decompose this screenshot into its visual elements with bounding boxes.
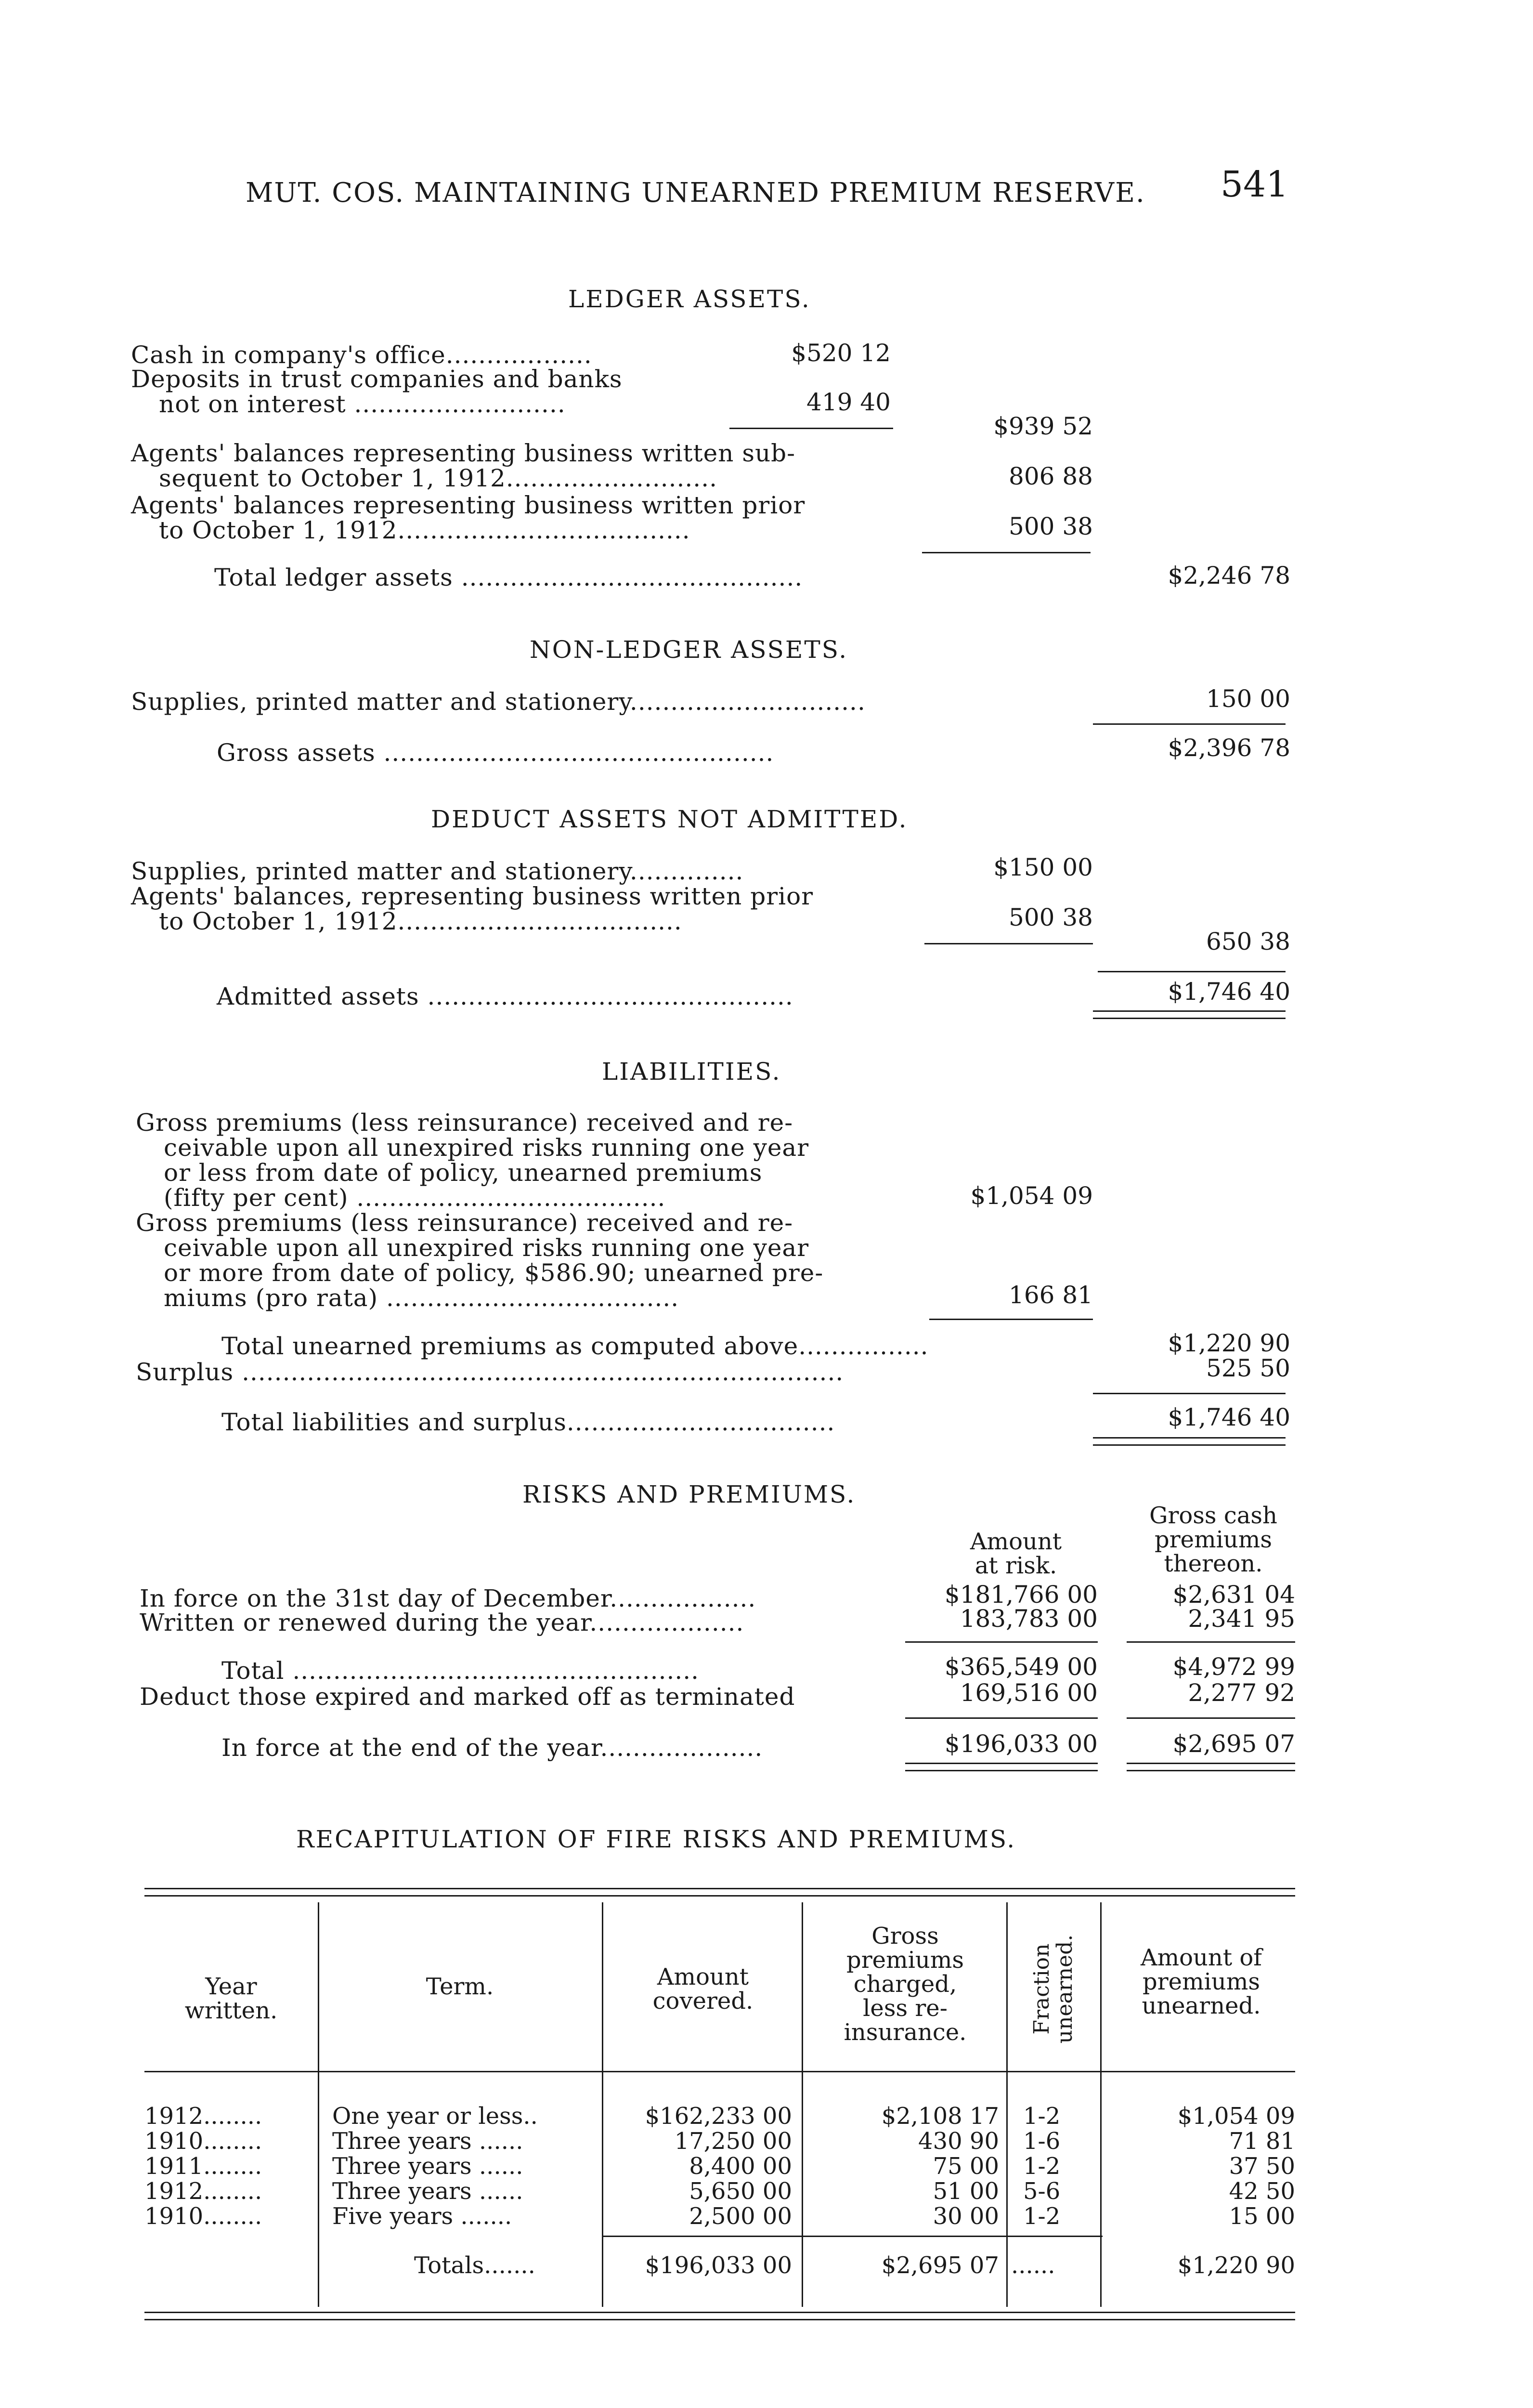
recap-totals-gross: $2,695 07: [881, 2252, 999, 2279]
total-unearned-value: $1,220 90: [1168, 1329, 1290, 1357]
recap-cell-year: 1912........: [144, 2103, 262, 2130]
recap-cell-term: Three years ......: [332, 2153, 523, 2180]
gp1-value: $1,054 09: [970, 1182, 1093, 1210]
deduct-supplies-label: Supplies, printed matter and stationery..............: [131, 857, 744, 885]
recap-totals-fraction: ......: [1011, 2252, 1055, 2279]
rule: [1093, 1393, 1286, 1394]
ledger-agents-sub-value: 806 88: [1009, 462, 1093, 490]
risks-row-label: In force on the 31st day of December..................: [140, 1584, 756, 1612]
section-title-risks: RISKS AND PREMIUMS.: [522, 1480, 856, 1508]
column-divider: [802, 1902, 803, 2307]
rule: [922, 552, 1091, 553]
risks-row-gross: $2,695 07: [1172, 1730, 1295, 1758]
recap-header-gross: Gross premiums charged, less re- insurance.: [844, 1923, 967, 2046]
column-divider: [1006, 1902, 1008, 2307]
ledger-agents-prior-2: to October 1, 1912....................................: [159, 516, 690, 544]
deduct-agents-1: Agents' balances, representing business written prior: [131, 882, 814, 910]
recap-cell-gross: 51 00: [933, 2178, 999, 2205]
recap-cell-amount: 2,500 00: [689, 2203, 792, 2230]
ledger-agents-prior-value: 500 38: [1009, 512, 1093, 540]
column-divider: [318, 1902, 319, 2307]
deduct-supplies-value: $150 00: [993, 853, 1093, 881]
recap-totals-label: Totals.......: [414, 2252, 535, 2279]
ledger-agents-prior-1: Agents' balances representing business written prior: [131, 491, 805, 519]
page-number: 541: [1221, 164, 1289, 205]
ledger-cash-value: $520 12: [791, 339, 891, 367]
gp1-line-4: (fifty per cent) ......................................: [164, 1184, 666, 1212]
gp1-line-3: or less from date of policy, unearned premiums: [164, 1159, 763, 1187]
risks-row-label: Deduct those expired and marked off as terminated: [140, 1683, 795, 1711]
double-rule: [1093, 1437, 1286, 1446]
ledger-agents-sub-2: sequent to October 1, 1912..........................: [159, 464, 717, 492]
total-unearned-label: Total unearned premiums as computed above................: [221, 1332, 929, 1360]
section-title-ledger: LEDGER ASSETS.: [568, 285, 811, 313]
recap-cell-gross: 430 90: [918, 2128, 999, 2155]
ledger-deposits-label-2: not on interest ..........................: [159, 390, 566, 418]
gp2-line-4: miums (pro rata) ....................................: [164, 1284, 679, 1312]
recap-cell-fraction: 1-2: [1023, 2103, 1061, 2130]
risks-row-gross: $4,972 99: [1172, 1653, 1295, 1681]
recap-header-amount: Amount covered.: [652, 1963, 754, 2015]
recap-cell-amount: 5,650 00: [689, 2178, 792, 2205]
recap-cell-term: Five years .......: [332, 2203, 512, 2230]
recap-cell-fraction: 5-6: [1023, 2178, 1061, 2205]
recap-cell-year: 1911........: [144, 2153, 262, 2180]
rule: [905, 1717, 1098, 1719]
recap-cell-year: 1910........: [144, 2128, 262, 2155]
ledger-total-label: Total ledger assets ..........................................: [214, 563, 803, 591]
column-divider: [602, 1902, 603, 2307]
total-liabilities-label: Total liabilities and surplus.................................: [221, 1408, 835, 1436]
recap-cell-unearned: 42 50: [1229, 2178, 1295, 2205]
column-divider: [1100, 1902, 1102, 2307]
table-top-rule: [144, 1888, 1295, 1897]
rule: [1127, 1717, 1295, 1719]
recap-cell-year: 1910........: [144, 2203, 262, 2230]
gp1-line-2: ceivable upon all unexpired risks running one year: [164, 1134, 809, 1162]
recap-cell-unearned: 37 50: [1229, 2153, 1295, 2180]
ledger-total-value: $2,246 78: [1168, 562, 1290, 589]
table-header-rule: [144, 2071, 1295, 2072]
recap-cell-fraction: 1-6: [1023, 2128, 1061, 2155]
rule: [905, 1641, 1098, 1643]
nonledger-supplies-value: 150 00: [1206, 685, 1290, 713]
rule: [929, 1319, 1093, 1320]
risks-row-label: In force at the end of the year....................: [221, 1734, 763, 1762]
gross-assets-label: Gross assets ................................................: [217, 739, 774, 767]
admitted-assets-label: Admitted assets .............................................: [217, 982, 793, 1010]
table-bottom-rule: [144, 2312, 1295, 2320]
ledger-agents-sub-1: Agents' balances representing business written sub-: [131, 439, 796, 467]
admitted-assets-value: $1,746 40: [1168, 978, 1290, 1006]
recap-cell-amount: 17,250 00: [674, 2128, 792, 2155]
total-liabilities-value: $1,746 40: [1168, 1403, 1290, 1431]
surplus-value: 525 50: [1206, 1354, 1290, 1382]
deduct-total-value: 650 38: [1206, 928, 1290, 955]
recap-cell-fraction: 1-2: [1023, 2203, 1061, 2230]
recap-header-fraction: Fraction unearned.: [1029, 1934, 1077, 2044]
risks-row-amount: $196,033 00: [944, 1730, 1098, 1758]
double-rule: [1127, 1763, 1295, 1771]
gp1-line-1: Gross premiums (less reinsurance) received and re-: [136, 1109, 793, 1137]
risks-col-gross: Gross cash premiums thereon.: [1149, 1502, 1277, 1577]
gross-assets-value: $2,396 78: [1168, 734, 1290, 762]
running-header: MUT. COS. MAINTAINING UNEARNED PREMIUM RESERVE.: [246, 177, 1145, 209]
recap-cell-year: 1912........: [144, 2178, 262, 2205]
nonledger-supplies-label: Supplies, printed matter and stationery.............................: [131, 688, 866, 716]
risks-row-gross: 2,277 92: [1188, 1679, 1295, 1707]
gp2-line-1: Gross premiums (less reinsurance) received and re-: [136, 1209, 793, 1237]
ledger-subtotal: $939 52: [993, 412, 1093, 440]
rule: [1098, 971, 1286, 972]
recap-cell-unearned: 15 00: [1229, 2203, 1295, 2230]
risks-row-gross: $2,631 04: [1172, 1581, 1295, 1609]
section-title-liabilities: LIABILITIES.: [602, 1058, 781, 1086]
gp2-value: 166 81: [1009, 1281, 1093, 1309]
recap-cell-amount: $162,233 00: [645, 2103, 792, 2130]
recap-cell-gross: 30 00: [933, 2203, 999, 2230]
section-title-recap: RECAPITULATION OF FIRE RISKS AND PREMIUMS.: [296, 1825, 1016, 1853]
section-title-deduct: DEDUCT ASSETS NOT ADMITTED.: [431, 805, 908, 833]
double-rule: [1093, 1010, 1286, 1019]
section-title-nonledger: NON-LEDGER ASSETS.: [530, 636, 848, 664]
recap-cell-term: One year or less..: [332, 2103, 538, 2130]
risks-col-amount: Amount at risk.: [970, 1528, 1062, 1579]
totals-rule: [602, 2236, 1103, 2237]
recap-cell-fraction: 1-2: [1023, 2153, 1061, 2180]
deduct-agents-value: 500 38: [1009, 903, 1093, 931]
recap-totals-unearned: $1,220 90: [1177, 2252, 1295, 2279]
recap-totals-amount: $196,033 00: [645, 2252, 792, 2279]
recap-cell-gross: $2,108 17: [881, 2103, 999, 2130]
ledger-deposits-label-1: Deposits in trust companies and banks: [131, 365, 623, 393]
gp2-line-3: or more from date of policy, $586.90; unearned pre-: [164, 1259, 824, 1287]
recap-cell-gross: 75 00: [933, 2153, 999, 2180]
rule: [1093, 723, 1286, 725]
gp2-line-2: ceivable upon all unexpired risks running one year: [164, 1234, 809, 1262]
recap-header-term: Term.: [426, 1973, 494, 2000]
recap-cell-unearned: 71 81: [1229, 2128, 1295, 2155]
risks-row-amount: 169,516 00: [960, 1679, 1098, 1707]
ledger-deposits-value: 419 40: [806, 388, 891, 416]
risks-row-amount: $365,549 00: [944, 1653, 1098, 1681]
recap-cell-term: Three years ......: [332, 2178, 523, 2205]
risks-row-amount: 183,783 00: [960, 1605, 1098, 1633]
risks-row-gross: 2,341 95: [1188, 1605, 1295, 1633]
rule: [1127, 1641, 1295, 1643]
recap-cell-unearned: $1,054 09: [1177, 2103, 1295, 2130]
recap-cell-amount: 8,400 00: [689, 2153, 792, 2180]
double-rule: [905, 1763, 1098, 1771]
recap-header-year: Year written.: [184, 1973, 278, 2024]
recap-cell-term: Three years ......: [332, 2128, 523, 2155]
risks-row-label: Written or renewed during the year...................: [140, 1609, 744, 1636]
deduct-agents-2: to October 1, 1912...................................: [159, 907, 682, 935]
ledger-cash-label: Cash in company's office..................: [131, 341, 592, 369]
recap-header-unearned: Amount of premiums unearned.: [1140, 1944, 1262, 2019]
risks-row-label: Total ..................................................: [221, 1657, 700, 1685]
surplus-label: Surplus ..........................................................................: [136, 1358, 844, 1386]
risks-row-amount: $181,766 00: [944, 1581, 1098, 1609]
